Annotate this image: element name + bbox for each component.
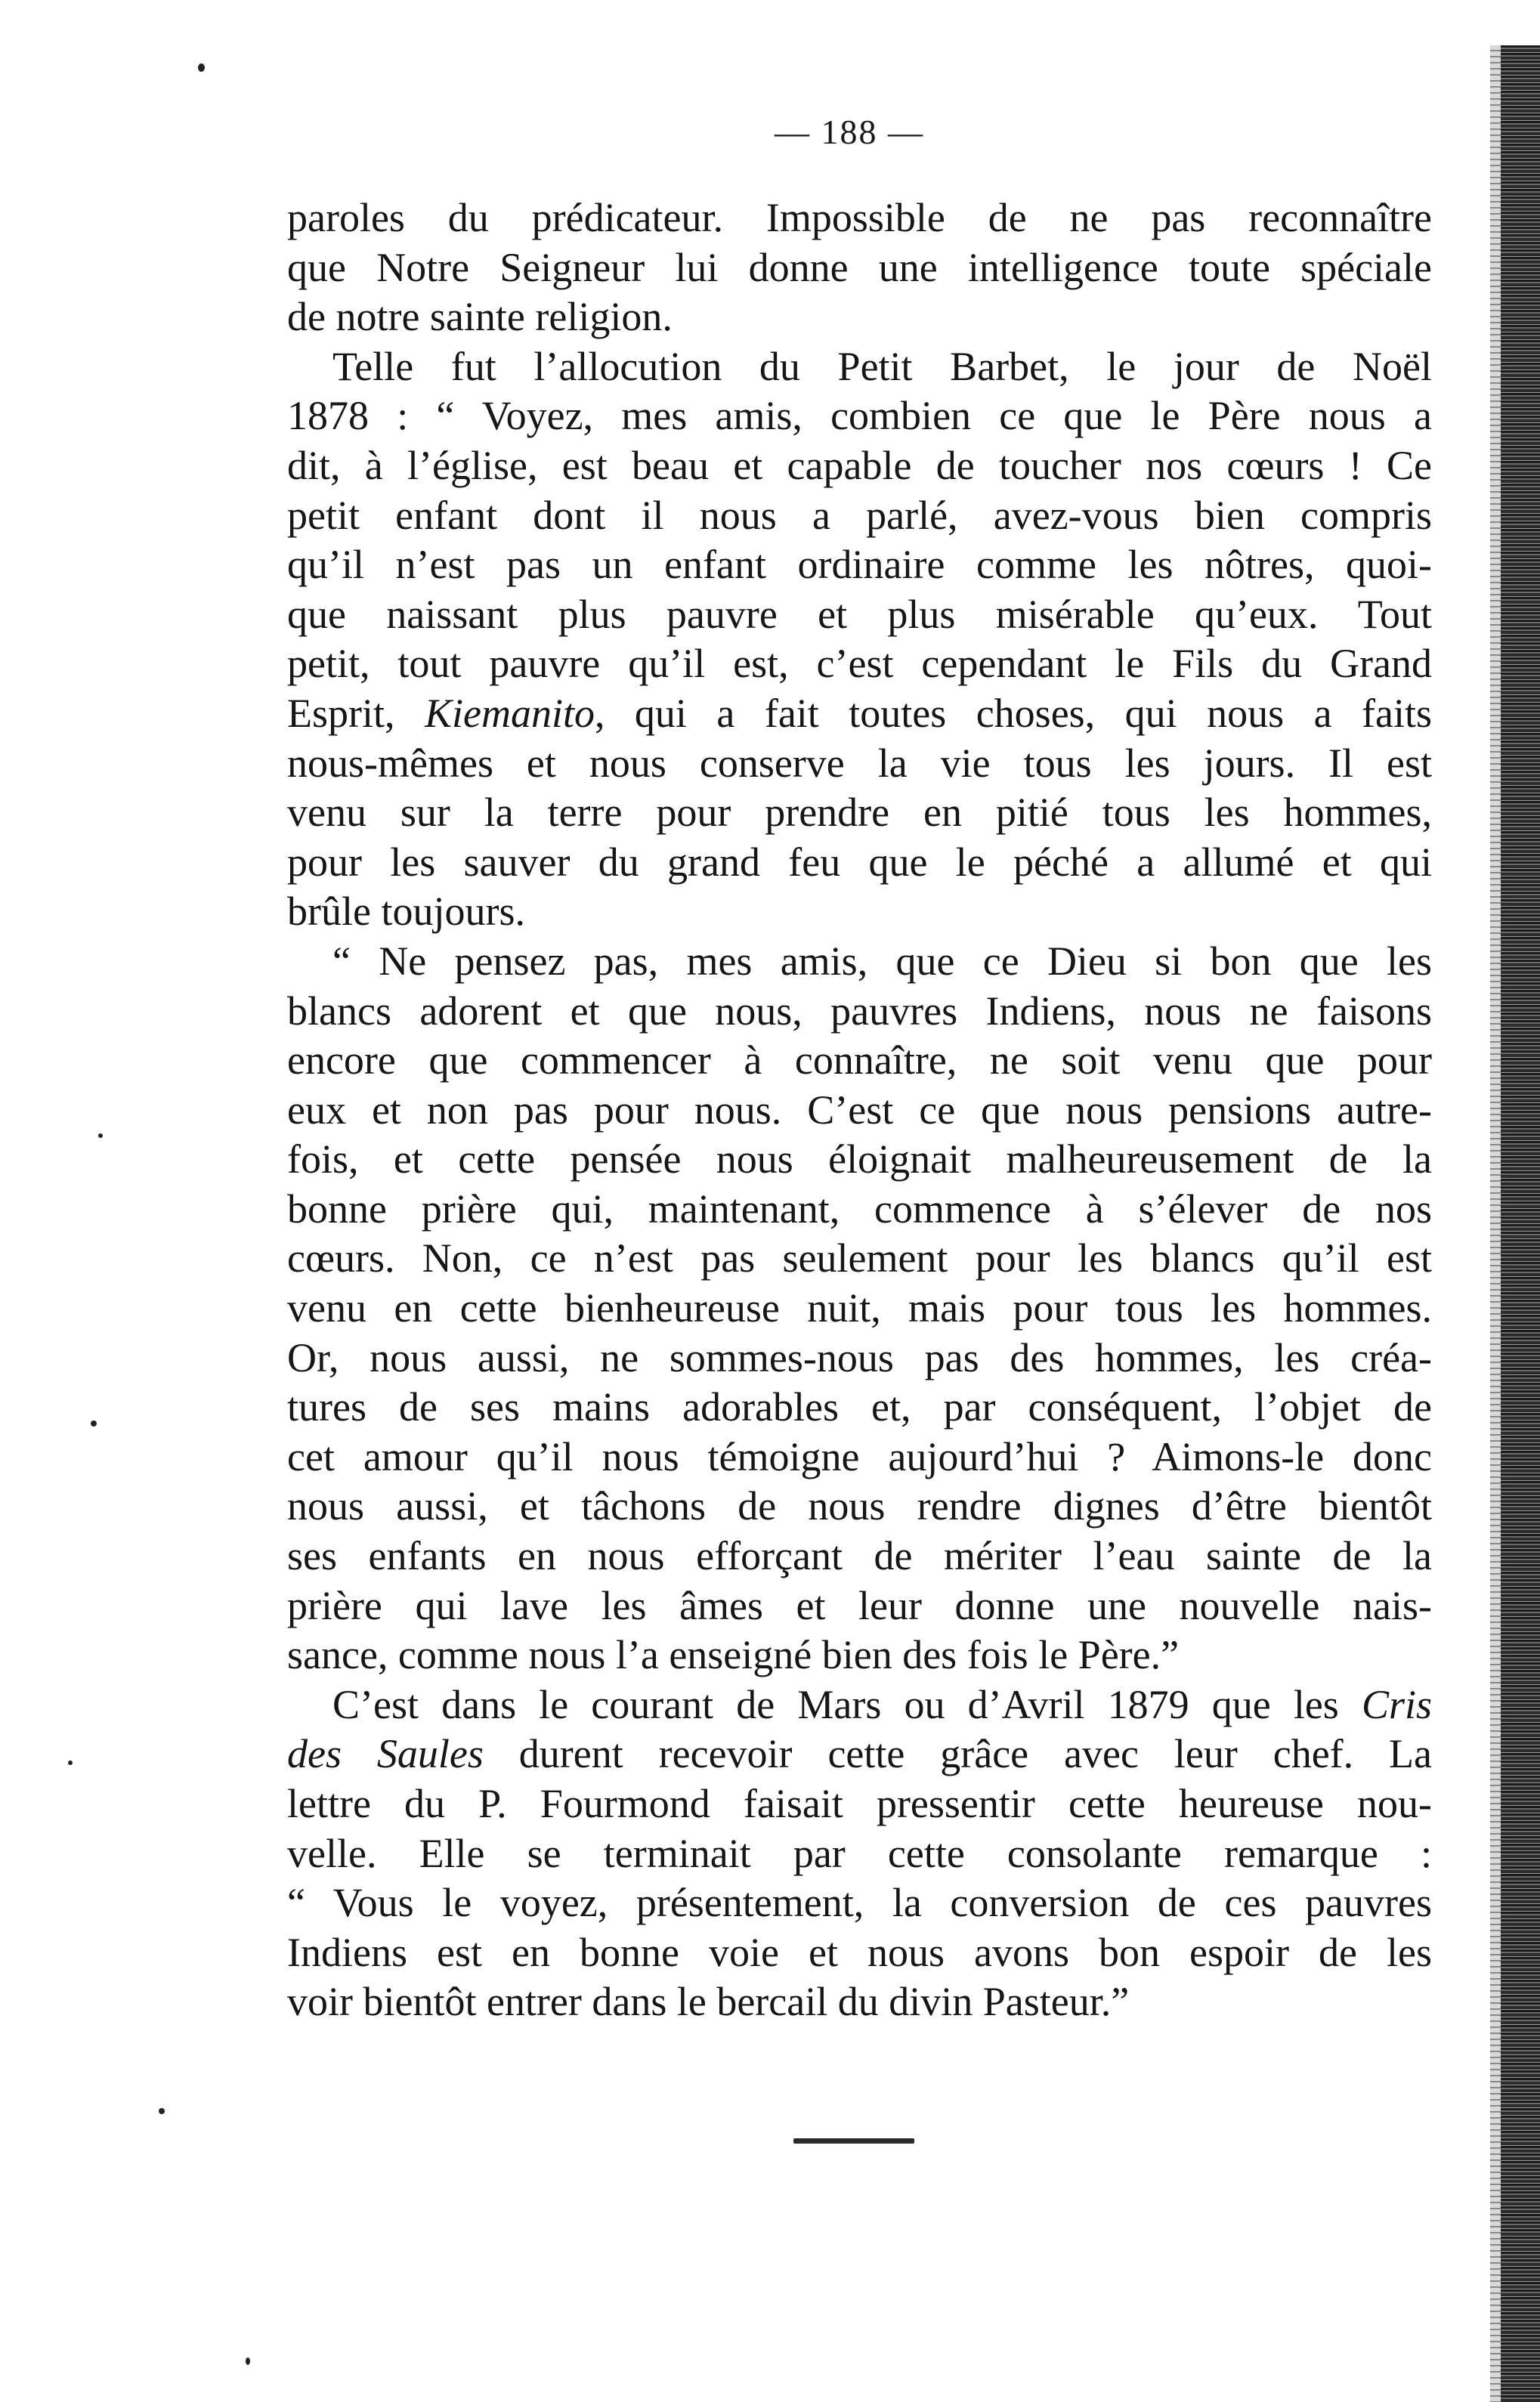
text-line: cet amour qu’il nous témoigne aujourd’hui ? Aimons-le donc <box>287 1433 1432 1479</box>
text-line: tures de ses mains adorables et, par conséquent, l’objet de <box>287 1384 1432 1430</box>
text-line: petit, tout pauvre qu’il est, c’est cependant le Fils du Grand <box>287 641 1432 687</box>
text-line: 1878 : “ Voyez, mes amis, combien ce que le Père nous a <box>287 393 1432 439</box>
text-line: bonne prière qui, maintenant, commence à s’élever de nos <box>287 1186 1432 1232</box>
body-text <box>287 193 1432 2027</box>
text-line: Or, nous aussi, ne sommes-nous pas des hommes, les créa- <box>287 1334 1432 1380</box>
text-line: lettre du P. Fourmond faisait pressentir cette heureuse nou- <box>287 1781 1432 1826</box>
text-line: pour les sauver du grand feu que le péché a allumé et qui <box>287 839 1432 885</box>
text-line: de notre sainte religion. <box>287 294 673 340</box>
text-line: “ Vous le voyez, présentement, la conversion de ces pauvres <box>287 1880 1432 1926</box>
text-line: paroles du prédicateur. Impossible de ne pas reconnaître <box>287 195 1432 240</box>
text-line: nous aussi, et tâchons de nous rendre dignes d’être bientôt <box>287 1483 1432 1529</box>
text-line: fois, et cette pensée nous éloignait malheureusement de la <box>287 1136 1432 1182</box>
text-line: “ Ne pensez pas, mes amis, que ce Dieu si bon que les <box>332 938 1432 984</box>
speck <box>246 2357 250 2365</box>
text-line <box>287 689 1432 739</box>
page-edge <box>1501 45 1540 2402</box>
text-line: Telle fut l’allocution du Petit Barbet, le jour de Noël <box>332 343 1432 389</box>
speck <box>68 1761 73 1765</box>
page-number: — 188 — <box>775 113 924 151</box>
speck <box>98 1133 103 1138</box>
speck <box>159 2108 165 2114</box>
text-line: cœurs. Non, ce n’est pas seulement pour les blancs qu’il est <box>287 1235 1432 1281</box>
text-line: Indiens est en bonne voie et nous avons bon espoir de les <box>287 1929 1432 1975</box>
text-line: qu’il n’est pas un enfant ordinaire comme les nôtres, quoi- <box>287 542 1432 588</box>
text-line: brûle toujours. <box>287 889 525 935</box>
text-line: voir bientôt entrer dans le bercail du divin Pasteur.” <box>287 1979 1130 2025</box>
text-line: venu en cette bienheureuse nuit, mais pour tous les hommes. <box>287 1285 1432 1331</box>
text-line: encore que commencer à connaître, ne soit venu que pour <box>287 1037 1432 1084</box>
italic-term: Kiemanito <box>424 690 595 736</box>
italic-term: des Saules <box>287 1731 484 1777</box>
text-line: que Notre Seigneur lui donne une intelligence toute spéciale <box>287 244 1432 290</box>
text-line: venu sur la terre pour prendre en pitié tous les hommes, <box>287 790 1432 836</box>
page-edge-shadow <box>1490 45 1501 2402</box>
text-line: blancs adorent et que nous, pauvres Indiens, nous ne faisons <box>287 988 1432 1034</box>
text-line: prière qui lave les âmes et leur donne une nouvelle nais- <box>287 1582 1432 1628</box>
speck <box>198 63 205 72</box>
text-line: petit enfant dont il nous a parlé, avez-vous bien compris <box>287 492 1432 538</box>
text-segment: Esprit, <box>287 690 425 736</box>
text-line: nous-mêmes et nous conserve la vie tous les jours. Il est <box>287 740 1432 786</box>
text-line: velle. Elle se terminait par cette consolante remarque : <box>287 1830 1432 1876</box>
text-line: eux et non pas pour nous. C’est ce que nous pensions autre- <box>287 1087 1432 1133</box>
text-line <box>287 1730 1432 1779</box>
text-line <box>287 1680 1432 1730</box>
text-line: dit, à l’église, est beau et capable de toucher nos cœurs ! Ce <box>287 442 1432 488</box>
text-line: sance, comme nous l’a enseigné bien des fois le Père.” <box>287 1632 1180 1678</box>
text-segment: , qui a fait toutes choses, qui nous a faits <box>594 690 1432 736</box>
end-rule <box>793 2138 914 2144</box>
text-segment: durent recevoir cette grâce avec leur chef. La <box>483 1731 1432 1777</box>
text-line: ses enfants en nous efforçant de mériter l’eau sainte de la <box>287 1533 1432 1579</box>
text-line: que naissant plus pauvre et plus misérable qu’eux. Tout <box>287 591 1432 637</box>
speck <box>91 1420 97 1427</box>
text-segment: C’est dans le courant de Mars ou d’Avril 1879 que les <box>332 1681 1362 1727</box>
italic-term: Cris <box>1361 1681 1432 1727</box>
